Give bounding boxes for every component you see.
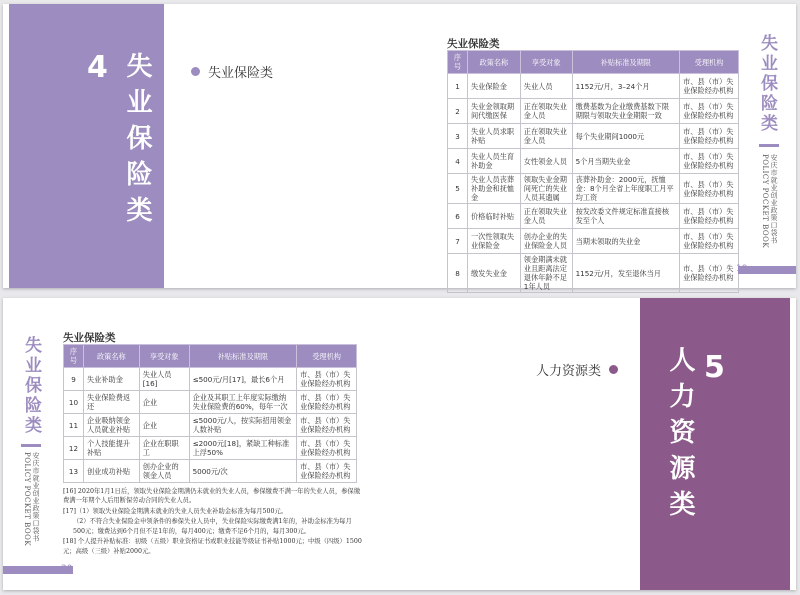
table-cell: 失业人员生育补助金 <box>467 149 520 174</box>
table-cell: 3 <box>448 124 468 149</box>
table-cell: 企业 <box>139 414 189 437</box>
table-cell: 5 <box>448 174 468 204</box>
footnotes <box>63 487 363 557</box>
footnote: （2）不符合失业保险金申领条件的参保失业人员中，失业保险实际缴费满1年的，补助金标准为每月500元；缴费达到6个月但不足1年的，每月400元；缴费不足6个月的，每月300元。 <box>73 518 352 535</box>
table-cell: 一次性领取失业保险金 <box>467 229 520 254</box>
table-cell: 市、县（市）失业保险经办机构 <box>680 254 739 293</box>
table-cell: 个人技能提升补贴 <box>83 437 139 460</box>
table-cell: 1152元/月，3–24个月 <box>572 74 680 99</box>
table-cell: 企业 <box>139 391 189 414</box>
table-cell: 市、县（市）失业保险经办机构 <box>297 414 357 437</box>
table-cell: 正在领取失业金人员 <box>520 99 572 124</box>
table-cell: 市、县（市）失业保险经办机构 <box>680 174 739 204</box>
chapter-title: 失业保险类 <box>122 52 152 232</box>
table-cell: ≤500元/月[17]，最长6个月 <box>189 368 297 391</box>
table-title: 失业保险类 <box>447 38 500 50</box>
table-cell: 失业人员[16] <box>139 368 189 391</box>
side-section-title: 失业保险类 <box>21 336 41 436</box>
table-cell: 8 <box>448 254 468 293</box>
table-cell: 失业人员 <box>520 74 572 99</box>
table-cell: 13 <box>64 460 84 483</box>
table-cell: 1152元/月，发至退休当月 <box>572 254 680 293</box>
table-cell: 女性领金人员 <box>520 149 572 174</box>
column-header: 享受对象 <box>139 345 189 368</box>
page-number: 20 <box>61 564 73 574</box>
table-row <box>64 391 357 414</box>
chapter-number: 4 <box>87 50 108 85</box>
chapter-band <box>9 4 164 288</box>
table-cell: 10 <box>64 391 84 414</box>
policy-table <box>447 50 739 293</box>
table-cell: 企业及其职工上年度实际缴纳失业保险费的60%，每年一次 <box>189 391 297 414</box>
table-cell: 失业补助金 <box>83 368 139 391</box>
table-cell: 1 <box>448 74 468 99</box>
side-section-title: 失业保险类 <box>757 34 777 134</box>
table-cell: 9 <box>64 368 84 391</box>
table-cell: 当期未领取的失业金 <box>572 229 680 254</box>
column-header: 受理机构 <box>680 51 739 74</box>
table-cell: ≤5000元/人，按实际招用领金人数补贴 <box>189 414 297 437</box>
column-header: 序号 <box>64 345 84 368</box>
table-row <box>448 204 739 229</box>
table-cell: 2 <box>448 99 468 124</box>
bullet-dot-icon <box>191 67 200 76</box>
section-heading <box>191 62 273 81</box>
column-header: 政策名称 <box>83 345 139 368</box>
bullet-dot-icon <box>609 365 618 374</box>
table-cell: 创办企业的失业保险金人员 <box>520 229 572 254</box>
column-header: 政策名称 <box>467 51 520 74</box>
footnote: [16] 2020年1月1日后，领取失业保险金期满仍未就业的失业人员，参保缴费不满一年的失业人员，参保缴费满一年期个人后用断保劳动合同的失业人员。 <box>63 488 361 505</box>
table-cell: 市、县（市）失业保险经办机构 <box>297 437 357 460</box>
side-rule <box>21 444 41 447</box>
footnote: [17]（1）领取失业保险金期满未就业的失业人员失业补助金标准为每月500元。 <box>63 507 288 515</box>
table-cell: 失业保险金 <box>467 74 520 99</box>
policy-table <box>63 344 357 483</box>
table-cell: 11 <box>64 414 84 437</box>
table-cell: 按发改委文件规定标准直接核发至个人 <box>572 204 680 229</box>
table-cell: 市、县（市）失业保险经办机构 <box>297 460 357 483</box>
table-cell: 失业保险费返还 <box>83 391 139 414</box>
column-header: 补贴标准及期限 <box>572 51 680 74</box>
table-cell: 正在领取失业金人员 <box>520 124 572 149</box>
chapter-title: 人力资源类 <box>665 346 695 526</box>
table-cell: 市、县（市）失业保险经办机构 <box>680 124 739 149</box>
column-header: 享受对象 <box>520 51 572 74</box>
table-cell: 失业人员求职补贴 <box>467 124 520 149</box>
side-book-title: 安庆市就业创业政策口袋书 POLICY POCKET BOOK <box>761 154 778 249</box>
table-cell: 领取失业金期间死亡的失业人员其遗属 <box>520 174 572 204</box>
section-heading-label: 失业保险类 <box>208 66 274 81</box>
table-cell: ≤2000元[18]，紧缺工种标准上浮50% <box>189 437 297 460</box>
table-cell: 5个月当期失业金 <box>572 149 680 174</box>
page-20 <box>3 298 796 590</box>
table-cell: 正在领取失业金人员 <box>520 204 572 229</box>
table-row <box>448 174 739 204</box>
table-cell: 缴费基数为企业缴费基数下限期限与领取失业金期限一致 <box>572 99 680 124</box>
table-row <box>64 437 357 460</box>
table-row <box>448 149 739 174</box>
table-cell: 市、县（市）失业保险经办机构 <box>680 229 739 254</box>
table-cell: 市、县（市）失业保险经办机构 <box>680 99 739 124</box>
table-cell: 创业成功补贴 <box>83 460 139 483</box>
table-row <box>64 368 357 391</box>
table-cell: 领金期满未就业且距离法定退休年龄不足1年人员 <box>520 254 572 293</box>
column-header: 序号 <box>448 51 468 74</box>
table-row <box>64 460 357 483</box>
table-row <box>448 99 739 124</box>
table-cell: 创办企业的领金人员 <box>139 460 189 483</box>
table-title: 失业保险类 <box>63 332 116 344</box>
table-cell: 市、县（市）失业保险经办机构 <box>680 149 739 174</box>
column-header: 受理机构 <box>297 345 357 368</box>
table-cell: 市、县（市）失业保险经办机构 <box>680 74 739 99</box>
table-cell: 市、县（市）失业保险经办机构 <box>297 391 357 414</box>
table-cell: 企业吸纳领金人员就业补贴 <box>83 414 139 437</box>
table-cell: 4 <box>448 149 468 174</box>
table-cell: 12 <box>64 437 84 460</box>
table-cell: 5000元/次 <box>189 460 297 483</box>
table-cell: 企业在职职工 <box>139 437 189 460</box>
table-cell: 每个失业期间1000元 <box>572 124 680 149</box>
side-rule <box>759 144 779 147</box>
table-cell: 缴发失业金 <box>467 254 520 293</box>
page-19 <box>3 4 796 291</box>
table-row <box>448 229 739 254</box>
page-number: 19 <box>736 264 748 274</box>
chapter-number: 5 <box>704 350 725 385</box>
chapter-band <box>640 298 790 590</box>
side-book-title: 安庆市就业创业政策口袋书 POLICY POCKET BOOK <box>23 452 40 547</box>
section-heading <box>536 360 618 379</box>
table-cell: 6 <box>448 204 468 229</box>
table-cell: 7 <box>448 229 468 254</box>
table-cell: 失业金领取期间代缴医保 <box>467 99 520 124</box>
table-row <box>448 254 739 293</box>
table-cell: 市、县（市）失业保险经办机构 <box>680 204 739 229</box>
table-cell: 失业人员丧葬补助金和抚恤金 <box>467 174 520 204</box>
section-heading-label: 人力资源类 <box>536 364 602 379</box>
table-row <box>448 74 739 99</box>
column-header: 补贴标准及期限 <box>189 345 297 368</box>
table-cell: 价格临时补贴 <box>467 204 520 229</box>
table-row <box>448 124 739 149</box>
table-row <box>64 414 357 437</box>
table-cell: 市、县（市）失业保险经办机构 <box>297 368 357 391</box>
footnote: [18] 个人提升补贴标准：初级（五级）职业资格证书或职业技能等级证书补贴1000元；中级（四级）1500元；高级（三级）补贴2000元。 <box>63 538 362 555</box>
table-cell: 丧葬补助金：2000元，抚恤金：8个月全省上年度职工月平均工资 <box>572 174 680 204</box>
